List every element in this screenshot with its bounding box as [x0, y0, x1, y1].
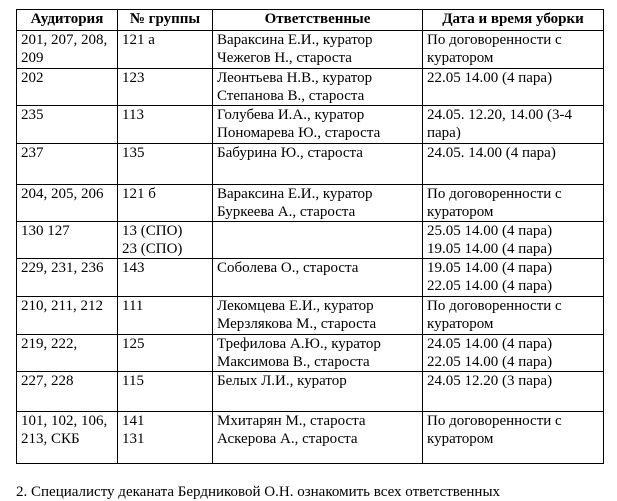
- group-number: 143: [122, 260, 145, 276]
- responsible-person: Аскерова А., староста: [217, 431, 358, 447]
- group-number: 23 (СПО): [122, 241, 183, 257]
- cell-auditorium: 235: [17, 106, 118, 144]
- cell-responsible: [213, 297, 423, 335]
- date-time-entry: По договоренности с куратором: [427, 186, 562, 220]
- responsible-person: Максимова В., староста: [217, 354, 370, 370]
- cell-auditorium: 101, 102, 106, 213, СКБ: [17, 412, 118, 464]
- cell-group: [118, 259, 213, 297]
- table-row: [17, 335, 604, 372]
- cleaning-schedule-table: [16, 9, 604, 464]
- date-time-entry: 22.05 14.00 (4 пара): [427, 70, 553, 86]
- header-group-number: № группы: [118, 10, 213, 31]
- cell-date-time: [423, 297, 604, 335]
- table-row: [17, 372, 604, 412]
- cell-date-time: [423, 372, 604, 412]
- group-number: 131: [122, 431, 145, 447]
- group-number: 13 (СПО): [122, 223, 183, 239]
- date-time-entry: По договоренности с куратором: [427, 32, 562, 66]
- cell-responsible: [213, 144, 423, 185]
- cell-group: [118, 185, 213, 222]
- table-row: [17, 297, 604, 335]
- group-number: 141: [122, 413, 145, 429]
- date-time-entry: По договоренности с куратором: [427, 413, 562, 447]
- table-row: [17, 185, 604, 222]
- cell-group: [118, 372, 213, 412]
- responsible-person: Пономарева Ю., староста: [217, 125, 381, 141]
- date-time-entry: 24.05. 14.00 (4 пара): [427, 145, 556, 161]
- cell-auditorium: 204, 205, 206: [17, 185, 118, 222]
- cell-auditorium: 227, 228: [17, 372, 118, 412]
- group-number: 121 а: [122, 32, 155, 48]
- cell-group: [118, 297, 213, 335]
- cell-group: [118, 412, 213, 464]
- responsible-person: Буркеева А., староста: [217, 204, 356, 220]
- cell-group: [118, 335, 213, 372]
- responsible-person: Чежегов Н., староста: [217, 50, 352, 66]
- document-page: [16, 9, 604, 464]
- cell-auditorium: 202: [17, 69, 118, 106]
- table-row: [17, 412, 604, 464]
- cell-responsible: [213, 69, 423, 106]
- date-time-entry: По договоренности с куратором: [427, 298, 562, 332]
- table-row: [17, 222, 604, 259]
- cell-auditorium: 210, 211, 212: [17, 297, 118, 335]
- responsible-person: Соболева О., староста: [217, 260, 359, 276]
- group-number: 135: [122, 145, 145, 161]
- responsible-person: Бабурина Ю., староста: [217, 145, 363, 161]
- group-number: 121 б: [122, 186, 156, 202]
- responsible-person: Вараксина Е.И., куратор: [217, 186, 373, 202]
- cell-group: [118, 144, 213, 185]
- table-body: [17, 31, 604, 464]
- cell-auditorium: 237: [17, 144, 118, 185]
- date-time-entry: 19.05 14.00 (4 пара): [427, 260, 553, 276]
- table-row: [17, 69, 604, 106]
- date-time-entry: 24.05 12.20 (3 пара): [427, 373, 553, 389]
- cell-date-time: [423, 335, 604, 372]
- header-responsible: Ответственные: [213, 10, 423, 31]
- date-time-entry: 25.05 14.00 (4 пара): [427, 223, 553, 239]
- cell-responsible: [213, 106, 423, 144]
- cell-date-time: [423, 31, 604, 69]
- cell-group: [118, 69, 213, 106]
- cell-date-time: [423, 144, 604, 185]
- cell-responsible: [213, 335, 423, 372]
- responsible-person: Вараксина Е.И., куратор: [217, 32, 373, 48]
- header-cleaning-datetime: Дата и время уборки: [423, 10, 604, 31]
- table-row: [17, 259, 604, 297]
- cell-date-time: [423, 106, 604, 144]
- responsible-person: Трефилова А.Ю., куратор: [217, 336, 381, 352]
- cell-responsible: [213, 412, 423, 464]
- cell-group: [118, 31, 213, 69]
- cell-responsible: [213, 372, 423, 412]
- table-row: [17, 144, 604, 185]
- responsible-person: Белых Л.И., куратор: [217, 373, 347, 389]
- responsible-person: Голубева И.А., куратор: [217, 107, 365, 123]
- table-header-row: [17, 10, 604, 31]
- cell-date-time: [423, 412, 604, 464]
- cell-responsible: [213, 185, 423, 222]
- responsible-person: Степанова В., староста: [217, 88, 365, 104]
- responsible-person: Мерзлякова М., староста: [217, 316, 377, 332]
- cell-auditorium: 219, 222,: [17, 335, 118, 372]
- date-time-entry: 24.05 14.00 (4 пара): [427, 336, 553, 352]
- footer-paragraph: 2. Специалисту деканата Бердниковой О.Н. ознакомить всех ответственных: [16, 484, 501, 500]
- responsible-person: Лекомцева Е.И., куратор: [217, 298, 374, 314]
- group-number: 111: [122, 298, 144, 314]
- date-time-entry: 19.05 14.00 (4 пара): [427, 241, 553, 257]
- group-number: 123: [122, 70, 145, 86]
- date-time-entry: 22.05 14.00 (4 пара): [427, 278, 553, 294]
- group-number: 113: [122, 107, 144, 123]
- responsible-person: Леонтьева Н.В., куратор: [217, 70, 373, 86]
- cell-responsible: [213, 259, 423, 297]
- cell-group: [118, 106, 213, 144]
- responsible-person: Мхитарян М., староста: [217, 413, 366, 429]
- cell-date-time: [423, 185, 604, 222]
- cell-date-time: [423, 259, 604, 297]
- group-number: 115: [122, 373, 144, 389]
- table-row: [17, 31, 604, 69]
- cell-date-time: [423, 222, 604, 259]
- header-auditorium: Аудитория: [17, 10, 118, 31]
- cell-auditorium: 201, 207, 208, 209: [17, 31, 118, 69]
- cell-group: [118, 222, 213, 259]
- table-row: [17, 106, 604, 144]
- date-time-entry: 22.05 14.00 (4 пара): [427, 354, 553, 370]
- cell-auditorium: 130 127: [17, 222, 118, 259]
- cell-responsible: [213, 31, 423, 69]
- cell-auditorium: 229, 231, 236: [17, 259, 118, 297]
- cell-date-time: [423, 69, 604, 106]
- cell-responsible: [213, 222, 423, 259]
- date-time-entry: 24.05. 12.20, 14.00 (3-4 пара): [427, 107, 572, 141]
- group-number: 125: [122, 336, 145, 352]
